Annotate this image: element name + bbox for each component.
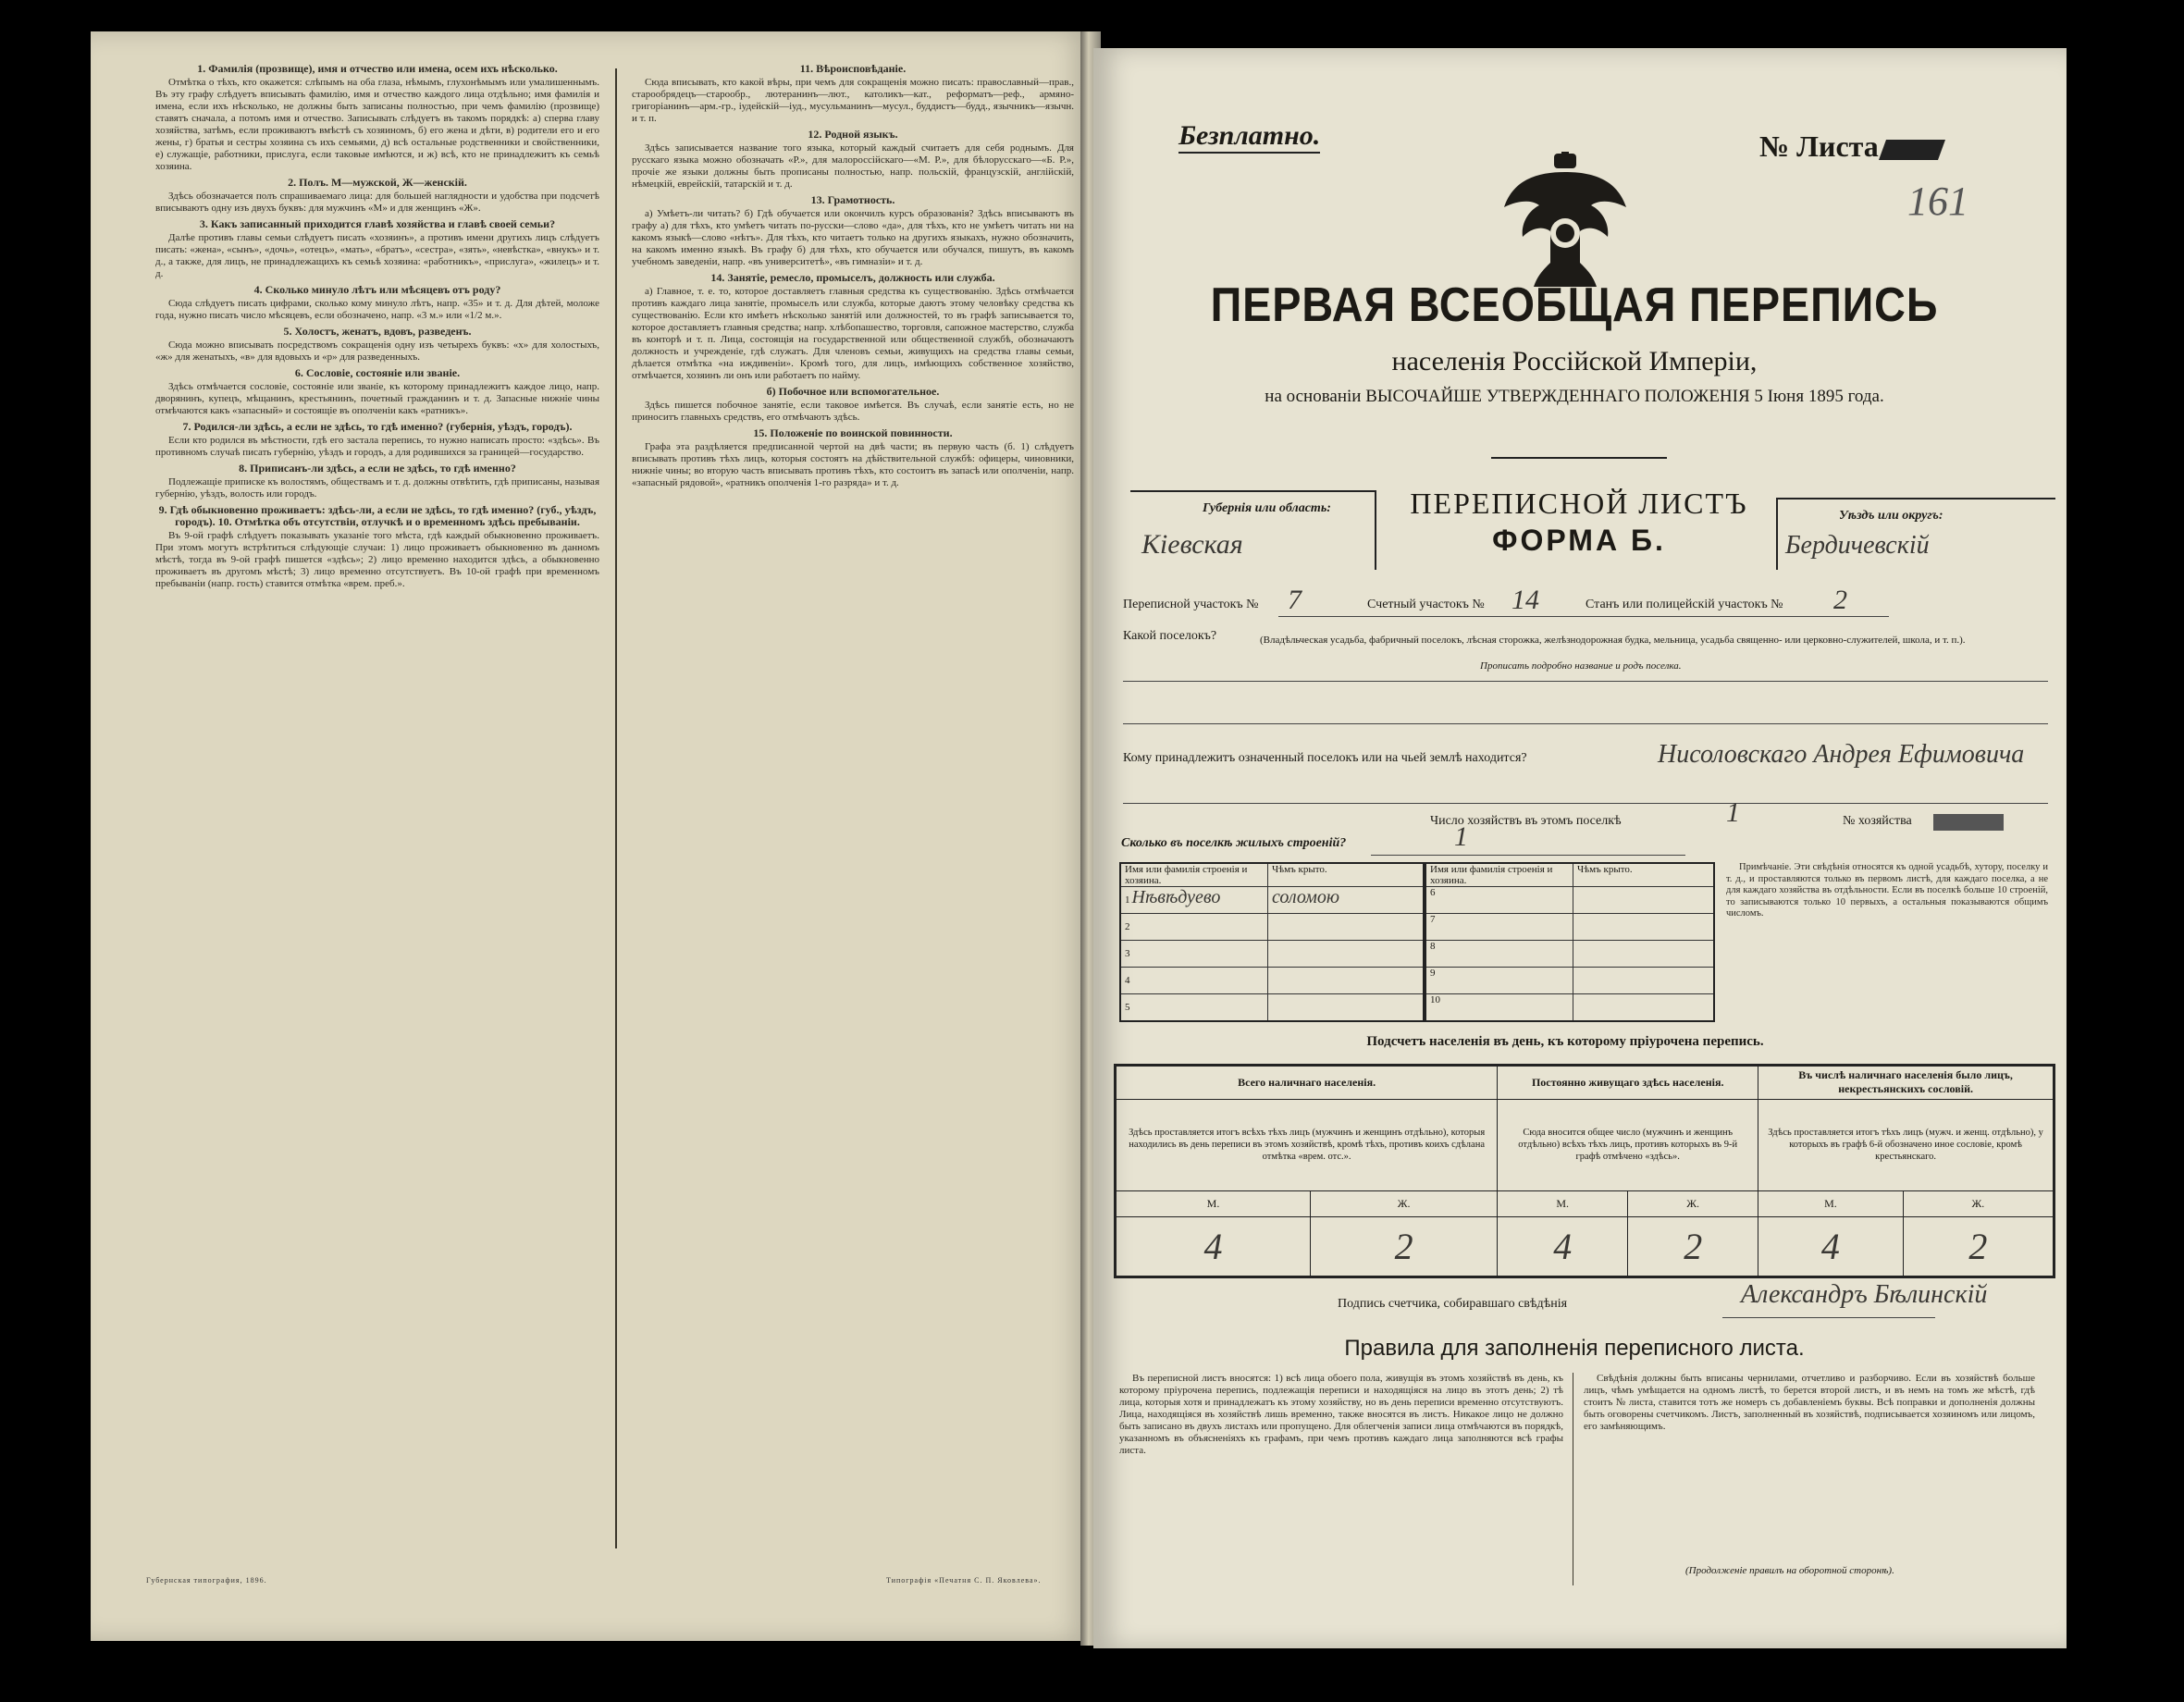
totals-group-title: Въ числѣ наличнаго населенія было лицъ, некрестьянскихъ сословій. (1758, 1066, 2054, 1100)
female-count: 2 (1310, 1217, 1497, 1277)
stan-value: 2 (1833, 585, 1847, 615)
building-name-cell (1425, 994, 1573, 1021)
page-title: ПЕРВАЯ ВСЕОБЩАЯ ПЕРЕПИСЬ (1210, 278, 1939, 332)
column-section-heading: 8. Приписанъ-ли здѣсь, а если не здѣсь, то гдѣ именно? (239, 462, 516, 475)
building-name: Нѣвѣдуево (1131, 887, 1221, 907)
title-divider (1491, 457, 1667, 459)
right-page (1093, 48, 2067, 1648)
district-label: Уѣздъ или округъ: (1839, 509, 1943, 523)
page-subtitle: населенія Россійской Имперіи, (1391, 346, 1758, 376)
left-column-1 (155, 59, 599, 1567)
population-totals-table (1114, 1064, 2055, 1278)
building-row (1425, 994, 1714, 1021)
male-column-label: М. (1498, 1191, 1628, 1217)
building-row (1425, 941, 1714, 968)
buildings-header-roof: Чѣмъ крыто. (1268, 863, 1425, 887)
column-section-body: Здѣсь пишется побочное занятіе, если таковое имѣется. Въ случаѣ, если занятіе есть, но не приноситъ главныхъ средствъ, его отмѣчаютъ здѣсь. (632, 400, 1074, 423)
signature-value: Александръ Бѣлинскій (1741, 1280, 1988, 1309)
column-section-body: Графа эта раздѣляется предписанной чертой на двѣ части; въ первую часть (б. 1) слѣдуетъ вписывать противъ тѣхъ лицъ, которыя состоятъ на дѣйствительной службѣ: офицеры, чиновники, нижніе чины; во вторую часть вписывать противъ тѣхъ, кто состоитъ въ запасѣ или ополченіи, напр. «запасный рядовой», «ратникъ ополченія 1-го разряда» и т. д. (632, 441, 1074, 488)
male-count: 4 (1116, 1217, 1311, 1277)
building-row (1425, 968, 1714, 994)
settlement-note: (Владѣльческая усадьба, фабричный поселокъ, лѣсная сторожка, желѣзнодорожная будка, мельница, усадьба священно- или церковно-служителей, школа, и т. п.). (1260, 635, 1966, 646)
owner-label: Кому принадлежитъ означенный поселокъ или на чьей землѣ находится? (1123, 751, 1527, 765)
building-roof-cell (1268, 968, 1425, 994)
settlement-note-2: Прописать подробно название и родъ поселка. (1480, 660, 1682, 672)
column-section-heading: 5. Холостъ, женатъ, вдовъ, разведенъ. (283, 325, 472, 338)
buildings-label: Сколько въ поселкѣ жилыхъ строеній? (1121, 836, 1347, 850)
building-roof-cell (1573, 887, 1715, 914)
buildings-table-left (1119, 862, 1425, 1022)
buildings-table-right (1425, 862, 1715, 1022)
column-section-body: Здѣсь обозначается полъ спрашиваемаго лица: для большей наглядности и удобства при подсчетѣ вписываютъ одну изъ двухъ буквъ: для мужчинъ «М» и для женщинъ «Ж». (155, 191, 599, 214)
totals-group-title: Всего наличнаго населенія. (1116, 1066, 1498, 1100)
column-section-body: Далѣе противъ главы семьи слѣдуетъ писать «хозяинъ», а противъ имени другихъ лицъ слѣдуетъ писать: «жена», «сынъ», «дочь», «отецъ», «мать», «братъ», «сестра», «зять», «невѣстка», «внукъ» и т. д., а также, для лицъ, не принадлежащихъ къ семьѣ хозяина: «работникъ», «прислуга», «жилецъ» и т. д. (155, 232, 599, 279)
column-section-heading: 1. Фамилія (прозвище), имя и отчество или имена, осем ихъ нѣсколько. (197, 62, 558, 75)
building-roof-cell (1573, 914, 1715, 941)
column-section-body: Въ 9-ой графѣ слѣдуетъ показывать указаніе того мѣста, гдѣ каждый обыкновенно проживаетъ. При этомъ могутъ встрѣтиться слѣдующіе случаи: 1) лицо проживаетъ обыкновенно въ данномъ мѣстѣ, тогда въ 9-ой графѣ пишется «здѣсь»; 2) лицо временно находится здѣсь, а обыкновенно проживаетъ въ другомъ мѣстѣ; 3) лицо временно отсутствуетъ. Въ 10-ой графѣ при временномъ пребываніи (напр. гость) ставится отмѣтка «врем. преб.». (155, 530, 599, 589)
male-column-label: М. (1116, 1191, 1311, 1217)
rules-left-text: Въ переписной листъ вносятся: 1) всѣ лица обоего пола, живущія въ этомъ хозяйствѣ въ день, къ которому пріурочена перепись, подлежащія переписи и находящіяся на лицо въ этотъ день; 2) тѣ лица, которыя хотя и принадлежатъ къ этому хозяйству, но въ день переписи временно отсутствуютъ. Лица, находящіяся въ хозяйствѣ лишь временно, также вносятся въ листъ. Никакое лицо не должно быть записано въ двухъ листахъ или пропущено. Для облегченія записи лица отмѣчаются въ порядкѣ, указанномъ въ объясненіяхъ къ графамъ, при чемъ противъ каждаго лица заполняются всѣ графы листа. (1119, 1373, 1563, 1456)
census-sheet-heading: ПЕРЕПИСНОЙ ЛИСТЪ (1410, 487, 1748, 520)
column-section-body: а) Умѣетъ-ли читать? б) Гдѣ обучается или окончилъ курсъ образованія? Здѣсь вписываютъ въ графу а) для тѣхъ, кто умѣетъ читать по-русски—слово «да», для тѣхъ, кто не умѣетъ читать ни на какомъ языкѣ—слово «нѣтъ». Для тѣхъ, кто читаетъ только на другихъ языкахъ, нужно обозначить, на какомъ именно языкѣ. Въ графу б) для тѣхъ, кто обучается или обучался, пишутъ, въ какомъ учебномъ заведеніи, напр. «въ университетѣ», «въ гимназіи» и т. д. (632, 208, 1074, 267)
building-row (1120, 887, 1424, 914)
rules-title: Правила для заполненія переписного листа. (1344, 1336, 1805, 1361)
column-section-heading: 15. Положеніе по воинской повинности. (753, 426, 953, 439)
column-section-heading: 4. Сколько минуло лѣтъ или мѣсяцевъ отъ роду? (253, 283, 501, 296)
building-roof-cell (1268, 887, 1425, 914)
building-row (1120, 941, 1424, 968)
building-row-number: 1 (1125, 894, 1130, 906)
buildings-header-name-2: Имя или фамилія строенія и хозяина. (1425, 863, 1573, 887)
totals-row (1116, 1099, 2054, 1190)
column-section-heading: 13. Грамотность. (810, 193, 895, 206)
left-footer-2: Типографія «Печатня С. П. Яковлева». (886, 1576, 1042, 1585)
female-count: 2 (1903, 1217, 2054, 1277)
building-roof-cell (1573, 941, 1715, 968)
buildings-header-roof-2: Чѣмъ крыто. (1573, 863, 1715, 887)
left-column-2 (632, 59, 1074, 1567)
column-section-body: Здѣсь записывается название того языка, который каждый считаетъ для себя роднымъ. Для русскаго языка можно обозначать «Р.», для малороссійскаго—«М. Р.», для бѣлорусскаго—«Б. Р.», прочіе же языки должны быть прописаны полностью, напр. польскій, французскій, англійскій, нѣмецкій, еврейскій, татарскій и т. д. (632, 142, 1074, 190)
totals-group-description: Сюда вносится общее число (мужчинъ и женщинъ отдѣльно) всѣхъ тѣхъ лицъ, противъ которыхъ въ 9-й графѣ отмѣчено «здѣсь». (1498, 1099, 1758, 1190)
column-divider (615, 68, 617, 1548)
female-column-label: Ж. (1310, 1191, 1497, 1217)
building-name-cell (1120, 887, 1268, 914)
column-section-body: Подлежащіе приписке къ волостямъ, обществамъ и т. д. должны отвѣтить, гдѣ приписаны, называя губернію, уѣздъ, волость или городъ. (155, 476, 599, 500)
building-row-number: 4 (1125, 975, 1130, 986)
building-name-cell (1425, 968, 1573, 994)
rules-footer: (Продолженіе правилъ на оборотной сторонѣ). (1685, 1565, 1894, 1576)
buildings-note-text: Примѣчаніе. Эти свѣдѣнія относятся къ одной усадьбѣ, хутору, поселку и т. д., и проставляются только въ первомъ листѣ, для каждаго поселка, а не для каждаго хозяйства въ отдѣльности. Если въ поселкѣ больше 10 строеній, то записываются только 10 первыхъ, а остальныя показываются общимъ числомъ. (1726, 862, 2048, 919)
buildings-header-name: Имя или фамилія строенія и хозяина. (1120, 863, 1268, 887)
column-section-heading: 7. Родился-ли здѣсь, а если не здѣсь, то гдѣ именно? (губернія, уѣздъ, городъ). (182, 420, 573, 433)
form-label: ФОРМА Б. (1492, 524, 1666, 557)
building-row (1120, 994, 1424, 1021)
male-count: 4 (1758, 1217, 1903, 1277)
building-roof-cell (1268, 994, 1425, 1021)
household-no-redaction (1933, 814, 2004, 831)
building-name-cell (1425, 887, 1573, 914)
building-row-number: 10 (1430, 994, 1440, 1005)
column-section-body: Сюда слѣдуетъ писать цифрами, сколько кому минуло лѣтъ, напр. «35» и т. д. Для дѣтей, моложе года, нужно писать число мѣсяцевъ, если обозначено, напр. «3 м.» или «1/2 м.». (155, 298, 599, 321)
owner-underline (1123, 803, 2048, 804)
column-section-heading: 6. Сословіе, состояніе или званіе. (294, 366, 461, 379)
column-section-heading: 14. Занятіе, ремесло, промыселъ, должность или служба. (710, 271, 995, 284)
building-row-number: 5 (1125, 1002, 1130, 1013)
sheet-number-text: № Листа (1759, 130, 1879, 163)
building-row (1425, 914, 1714, 941)
legal-basis-line: на основаніи ВЫСОЧАЙШЕ УТВЕРЖДЕННАГО ПОЛОЖЕНІЯ 5 Іюня 1895 года. (1265, 387, 1884, 406)
building-row-number: 2 (1125, 921, 1130, 932)
counting-district-value: 14 (1512, 585, 1539, 615)
left-footer-1: Губернская типография, 1896. (146, 1576, 267, 1585)
building-name-cell (1425, 914, 1573, 941)
building-row (1425, 887, 1714, 914)
redaction-bar (1879, 140, 1945, 160)
totals-row (1116, 1066, 2054, 1100)
female-column-label: Ж. (1628, 1191, 1758, 1217)
building-row-number: 8 (1430, 941, 1436, 952)
census-district-value: 7 (1288, 585, 1302, 615)
census-district-label: Переписной участокъ № (1123, 598, 1259, 611)
building-row-number: 3 (1125, 948, 1130, 959)
handwritten-sheet-number: 161 (1907, 179, 1968, 224)
imperial-eagle-emblem-icon (1500, 152, 1630, 290)
column-section-heading: 2. Полъ. М—мужской, Ж—женскій. (288, 176, 467, 189)
column-section-heading: б) Побочное или вспомогательное. (766, 385, 940, 398)
building-roof-cell (1268, 941, 1425, 968)
female-count: 2 (1628, 1217, 1758, 1277)
building-roof-cell (1573, 968, 1715, 994)
rules-right-text: Свѣдѣнія должны быть вписаны чернилами, отчетливо и разборчиво. Если въ хозяйствѣ больше лицъ, чѣмъ умѣщается на одномъ листѣ, то берется второй листъ, и въ немъ на томъ же мѣстѣ, гдѣ стоитъ № листа, ставится тотъ же номеръ съ добавленіемъ буквы. Всѣ поправки и дополненія должны быть оговорены счетчикомъ. Листъ, заполненный въ хозяйствѣ, подписывается хозяиномъ или лицомъ, его замѣняющимъ. (1584, 1373, 2035, 1432)
column-section-body: Отмѣтка о тѣхъ, кто окажется: слѣпымъ на оба глаза, нѣмымъ, глухонѣмымъ или умалишеннымъ. Въ эту графу слѣдуетъ вписывать фамилію, имя и отчество каждого лица отдѣльно; имя фамилія и имена, если ихъ нѣсколько, не должны быть записаны полностью, при чемъ фамилію (прозвище) ставятъ сначала, а потомъ имя и отчество. Записывать слѣдуетъ въ такомъ порядкѣ: а) сперва главу хозяйства, затѣмъ, если проживаютъ вмѣстѣ съ хозяиномъ, б) его жена и дѣти, в) родители его и его жены, г) братья и сестры хозяина съ ихъ семьями, д) всѣ остальные родственники и свойственники, е) служащіе, работники, прислуга, если таковые имѣются, и ж) всѣ, кто не принадлежитъ къ семьѣ хозяина. (155, 77, 599, 172)
building-name-cell (1120, 968, 1268, 994)
census-line-underline (1278, 616, 1889, 617)
district-value: Бердичевскій (1785, 531, 1930, 560)
column-section-body: Здѣсь отмѣчается сословіе, состояніе или званіе, къ которому принадлежитъ каждое лицо, напр. дворянинъ, купецъ, мѣщанинъ, крестьянинъ, почетный гражданинъ и т. д. Запасные нижніе чины отмѣчаются какъ «запасный» и состоящіе въ ополченіи какъ «ратникъ». (155, 381, 599, 416)
household-no-label: № хозяйства (1843, 814, 1912, 828)
female-column-label: Ж. (1903, 1191, 2054, 1217)
building-row (1120, 914, 1424, 941)
column-section-body: Сюда вписывать, кто какой вѣры, при чемъ для сокращенія можно писать: православный—прав., старообрядецъ—старообр., лютеранинъ—лют., католикъ—кат., реформатъ—реф., армяно-григоріанинъ—арм.-гр., іудейскій—іуд., мусульманинъ—мусул., буддистъ—будд., язычникъ—язычн. и т. п. (632, 77, 1074, 124)
building-roof-cell (1268, 914, 1425, 941)
column-section-heading: 3. Какъ записанный приходится главѣ хозяйства и главѣ своей семьи? (199, 217, 556, 230)
column-section-body: Сюда можно вписывать посредствомъ сокращенія одну изъ четырехъ буквъ: «х» для холостыхъ, «ж» для женатыхъ, «в» для вдовыхъ и «р» для разведенныхъ. (155, 339, 599, 363)
rules-left-column (1119, 1373, 1563, 1595)
male-count: 4 (1498, 1217, 1628, 1277)
building-row-number: 9 (1430, 968, 1436, 979)
signature-label: Подпись счетчика, собиравшаго свѣдѣнія (1338, 1297, 1568, 1311)
buildings-note (1726, 862, 2048, 1019)
column-section-heading: 11. Вѣроисповѣданіе. (799, 62, 907, 75)
column-section-heading: 9. Гдѣ обыкновенно проживаетъ: здѣсь-ли, а если не здѣсь, то гдѣ именно? (губ., уѣздъ, городъ). 10. Отмѣтка объ отсутствіи, отлучкѣ и о временномъ здѣсь пребываніи. (158, 503, 597, 528)
building-name-cell (1120, 941, 1268, 968)
buildings-value: 1 (1454, 821, 1468, 852)
stan-label: Станъ или полицейскій участокъ № (1586, 598, 1783, 611)
settlement-underline-2 (1123, 723, 2048, 724)
province-label: Губернія или область: (1203, 501, 1331, 515)
building-name-cell (1425, 941, 1573, 968)
owner-value: Нисоловскаго Андрея Ефимовича (1658, 740, 2025, 769)
totals-group-description: Здѣсь проставляется итогъ всѣхъ тѣхъ лицъ (мужчинъ и женщинъ отдѣльно), которыя находились въ день переписи въ этомъ хозяйствѣ, кромѣ тѣхъ, противъ коихъ сдѣлана отмѣтка «врем. отс.». (1116, 1099, 1498, 1190)
column-section-body: Если кто родился въ мѣстности, гдѣ его застала перепись, то нужно написать просто: «здѣсь». Въ противномъ случаѣ писать губернію, уѣздъ и городъ, а для родившихся за границей—государство. (155, 435, 599, 458)
sheet-number-label (1759, 130, 1942, 164)
rules-right-column (1584, 1373, 2035, 1558)
column-section-body: а) Главное, т. е. то, которое доставляетъ главныя средства къ существованію. Здѣсь отмѣчается противъ каждаго лица занятіе, промыселъ или служба, которые даютъ этому человѣку средства къ существованію. Если кто имѣетъ нѣсколько занятій или должностей, то въ графѣ записывается то, которое доставляетъ главныя средства; напр. хлѣбопашество, торговля, сапожное мастерство, служба въ конторѣ и т. п. Лица, состоящія на государственной или общественной службѣ, обозначаютъ должность и учрежденіе, гдѣ служатъ. Для членовъ семьи, живущихъ на средства главы семьи, дѣлается отмѣтка «на иждивеніи». Кромѣ того, для лицъ, имѣющихъ собственное хозяйство, отмѣчается, хозяинъ ли онъ или работаетъ по найму. (632, 286, 1074, 381)
building-row-number: 7 (1430, 914, 1436, 925)
signature-underline (1722, 1317, 1935, 1318)
building-name-cell (1120, 994, 1268, 1021)
population-count-title: Подсчетъ населенія въ день, къ которому пріурочена перепись. (1366, 1034, 1764, 1049)
households-label: Число хозяйствъ въ этомъ поселкѣ (1430, 814, 1622, 828)
building-row (1120, 968, 1424, 994)
counting-district-label: Счетный участокъ № (1367, 598, 1485, 611)
households-value: 1 (1726, 797, 1740, 828)
building-roof-cell (1573, 994, 1715, 1021)
settlement-label: Какой поселокъ? (1123, 629, 1217, 643)
building-roof: соломою (1272, 887, 1339, 907)
settlement-underline-1 (1123, 681, 2048, 682)
totals-group-description: Здѣсь проставляется итогъ тѣхъ лицъ (мужч. и женщ. отдѣльно), у которыхъ въ графѣ 6-й обозначено иное сословіе, кромѣ крестьянскаго. (1758, 1099, 2054, 1190)
left-page (91, 31, 1092, 1641)
building-name-cell (1120, 914, 1268, 941)
totals-row (1116, 1191, 2054, 1217)
buildings-underline (1371, 855, 1685, 856)
totals-group-title: Постоянно живущаго здѣсь населенія. (1498, 1066, 1758, 1100)
totals-row (1116, 1217, 2054, 1277)
free-label: Безплатно. (1178, 120, 1320, 154)
building-row-number: 6 (1430, 887, 1436, 898)
column-section-heading: 12. Родной языкъ. (808, 128, 898, 141)
male-column-label: М. (1758, 1191, 1903, 1217)
province-value: Кіевская (1141, 529, 1243, 560)
